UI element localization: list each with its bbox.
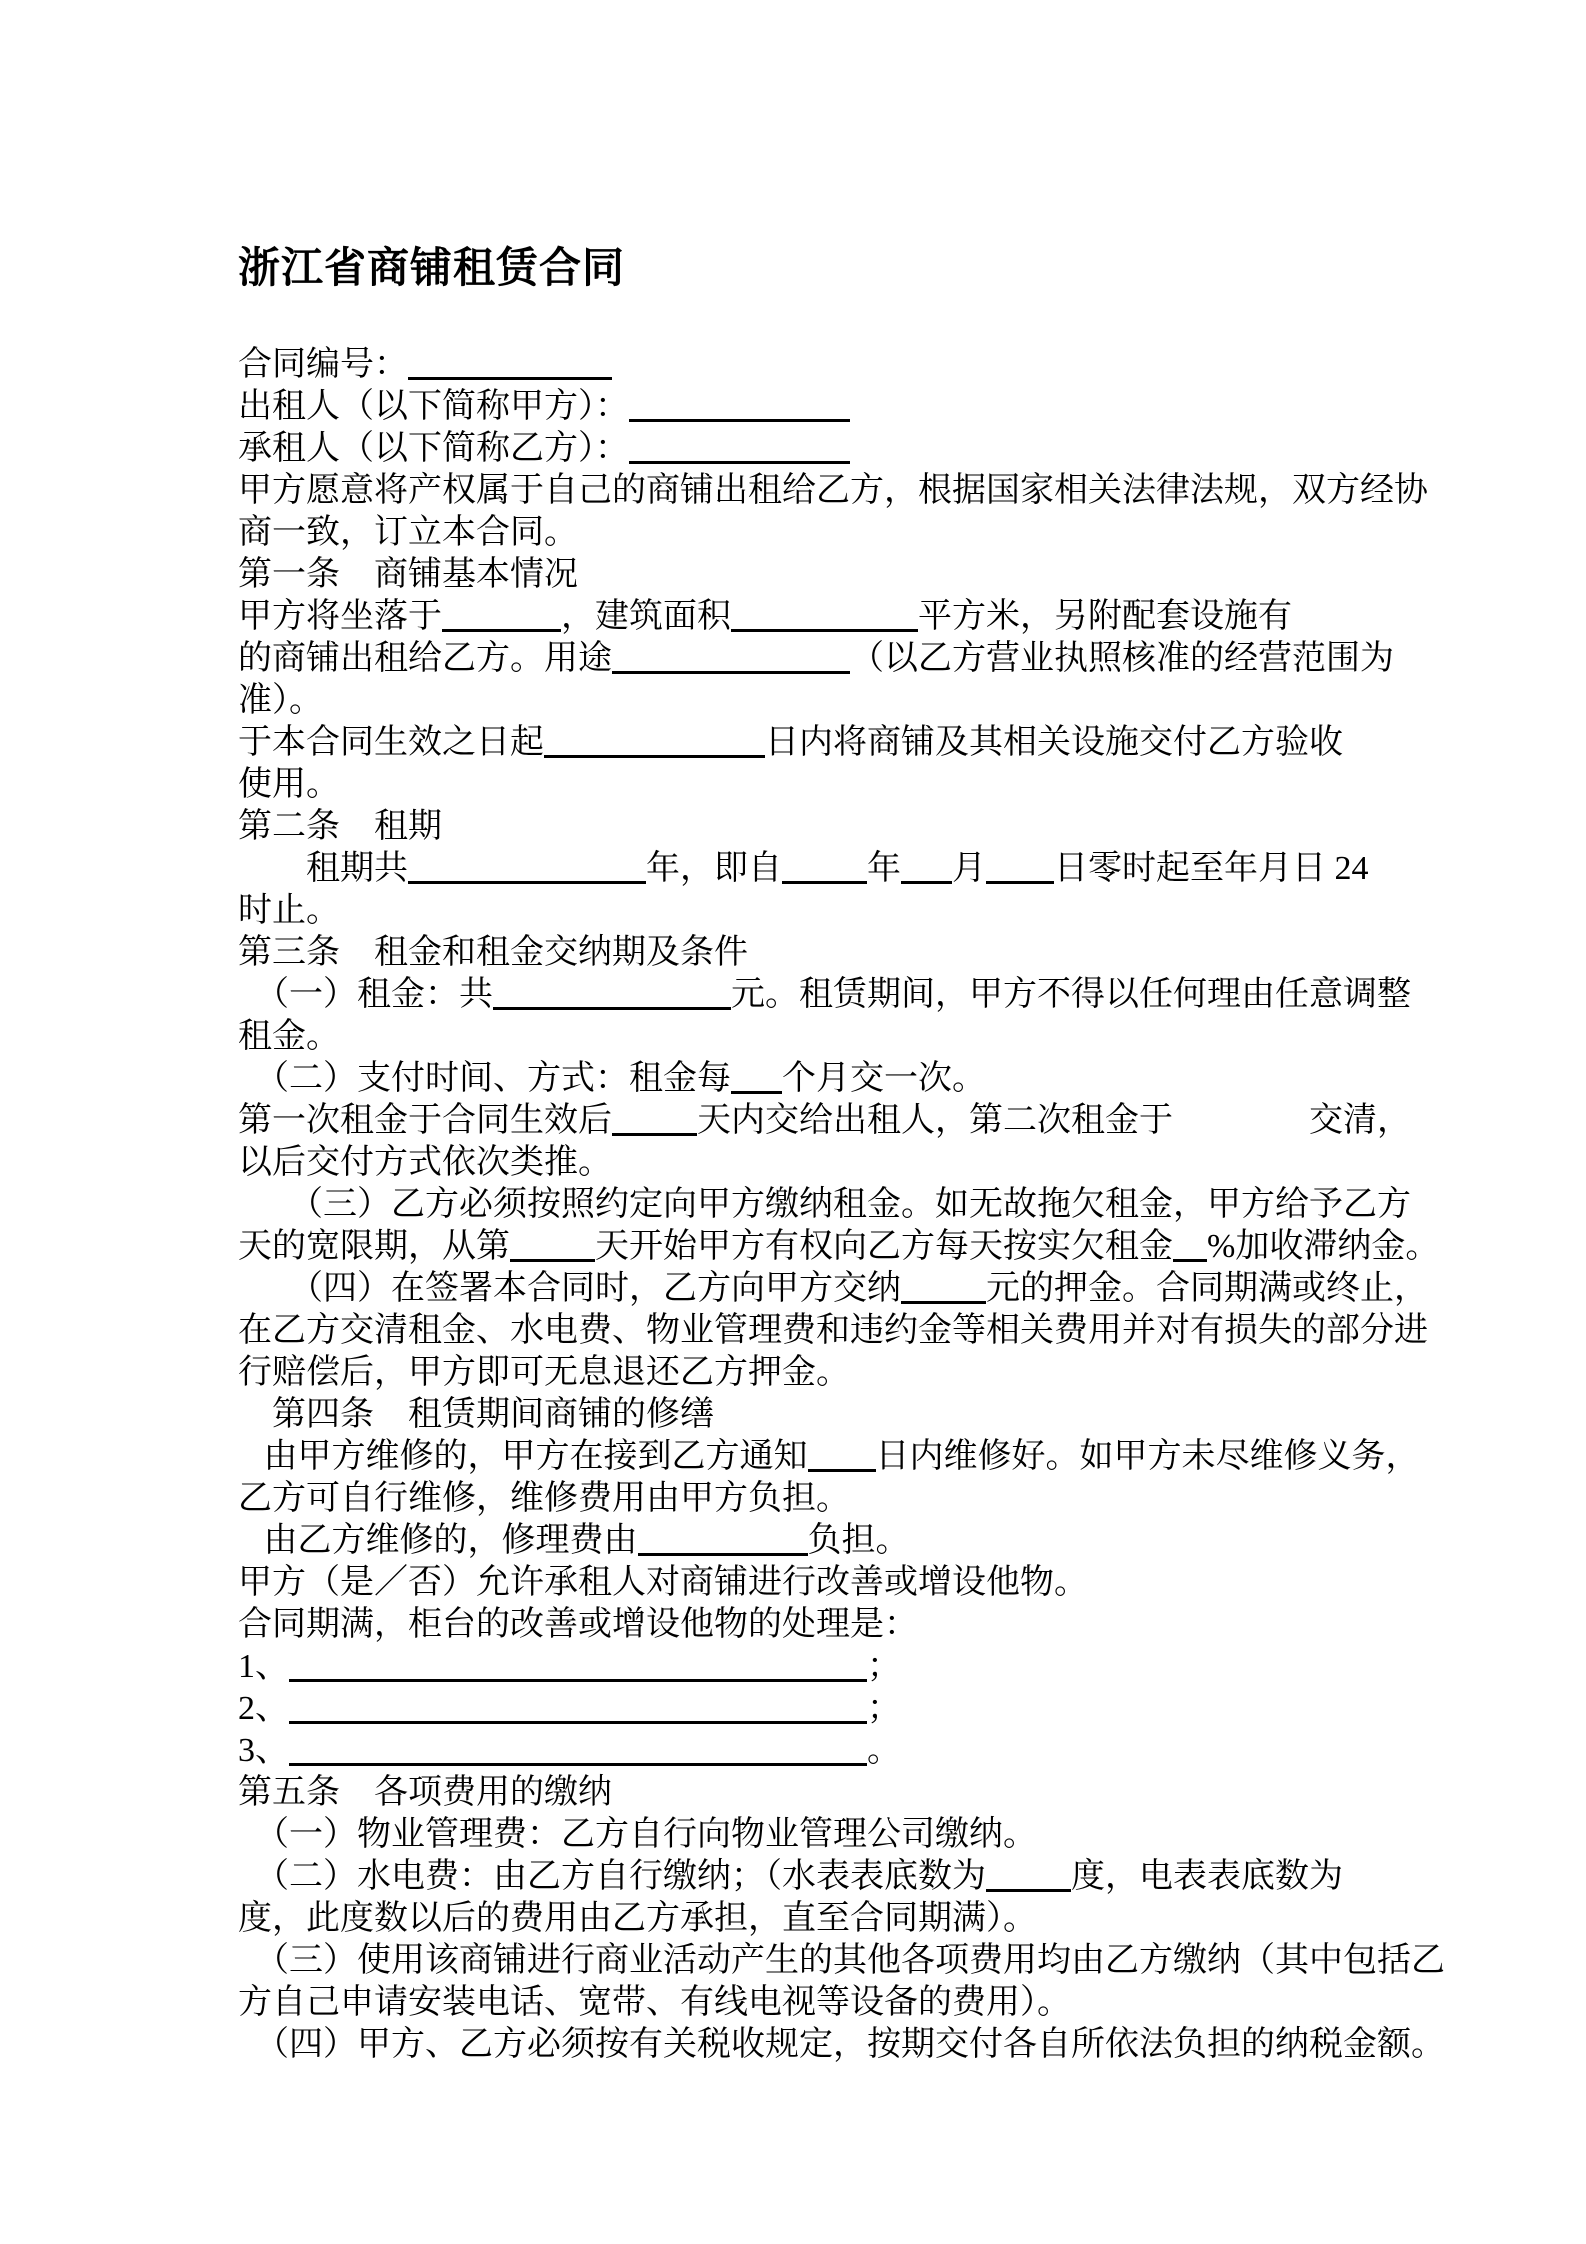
document-line: 租期共 年，即自 年 月 日零时起至年月日 24 [238,850,1369,887]
document-line: 3、 。 [238,1732,901,1769]
document-line: （四）在签署本合同时，乙方向甲方交纳 元的押金。合同期满或终止， [238,1270,1428,1307]
fill-in-blank [1173,1233,1207,1262]
fill-in-blank [808,1443,876,1472]
document-line: 由甲方维修的，甲方在接到乙方通知 日内维修好。如甲方未尽维修义务， [238,1438,1420,1475]
document-line: 第四条 租赁期间商铺的修缮 [238,1396,714,1433]
fill-in-blank [638,1527,808,1556]
document-line: 1、 ； [238,1648,901,1685]
fill-in-blank [408,855,646,884]
fill-in-blank [986,1863,1071,1892]
document-line: 行赔偿后，甲方即可无息退还乙方押金。 [238,1354,850,1391]
fill-in-blank [442,603,561,632]
document-line: 第二条 租期 [238,808,442,845]
document-line: 以后交付方式依次类推。 [238,1144,612,1181]
document-line: 由乙方维修的，修理费由 负担。 [238,1522,910,1559]
document-line: 2、 ； [238,1690,901,1727]
document-line: 租金。 [238,1018,340,1055]
document-line: 天的宽限期，从第 天开始甲方有权向乙方每天按实欠租金 %加收滞纳金。 [238,1228,1440,1265]
fill-in-blank [901,1275,986,1304]
document-line: 第一次租金于合同生效后 天内交给出租人，第二次租金于 交清， [238,1102,1411,1139]
document-line: （二）支付时间、方式：租金每 个月交一次。 [238,1060,986,1097]
fill-in-blank [612,1107,697,1136]
document-line: 的商铺出租给乙方。用途 （以乙方营业执照核准的经营范围为 [238,640,1394,677]
document-line: 乙方可自行维修，维修费用由甲方负担。 [238,1480,850,1517]
fill-in-blank [289,1737,867,1766]
document-line: （二）水电费：由乙方自行缴纳；（水表表底数为 度，电表表底数为 [238,1858,1343,1895]
fill-in-blank [629,435,850,464]
fill-in-blank [986,855,1054,884]
document-line: 甲方将坐落于 ，建筑面积 平方米，另附配套设施有 [238,598,1292,635]
document-line: 商一致，订立本合同。 [238,514,578,551]
document-line: 第三条 租金和租金交纳期及条件 [238,934,748,971]
document-line: 承租人（以下简称乙方）： [238,428,1516,470]
fill-in-blank [544,729,765,758]
document-line: 出租人（以下简称甲方）： [238,386,1516,428]
fill-in-blank [510,1233,595,1262]
fill-in-blank [901,855,952,884]
document-line: 时止。 [238,892,340,929]
document-line: 在乙方交清租金、水电费、物业管理费和违约金等相关费用并对有损失的部分进 [238,1312,1428,1349]
document-line: 甲方愿意将产权属于自己的商铺出租给乙方，根据国家相关法律法规，双方经协 [238,472,1428,509]
document-line: 度，此度数以后的费用由乙方承担，直至合同期满）。 [238,1900,1037,1937]
fill-in-blank [408,351,612,380]
document-line: 于本合同生效之日起 日内将商铺及其相关设施交付乙方验收 [238,724,1343,761]
document-line: 第一条 商铺基本情况 [238,556,578,593]
document-line: （三）乙方必须按照约定向甲方缴纳租金。如无故拖欠租金，甲方给予乙方 [238,1186,1411,1223]
document-title: 浙江省商铺租赁合同 [238,246,626,292]
document-line: 甲方（是／否）允许承租人对商铺进行改善或增设他物。 [238,1564,1088,1601]
document-line: 合同期满，柜台的改善或增设他物的处理是： [238,1606,918,1643]
contract-body [238,344,1516,2066]
fill-in-blank [612,645,850,674]
document-line: （四）甲方、乙方必须按有关税收规定，按期交付各自所依法负担的纳税金额。 [238,2026,1445,2063]
document-line: 合同编号： [238,344,1516,386]
document-line: 使用。 [238,766,340,803]
document-line: 方自己申请安装电话、宽带、有线电视等设备的费用）。 [238,1984,1071,2021]
fill-in-blank [782,855,867,884]
document-line: 准）。 [238,682,323,719]
document-line: （三）使用该商铺进行商业活动产生的其他各项费用均由乙方缴纳（其中包括乙 [238,1942,1445,1979]
fill-in-blank [731,603,918,632]
document-line: （一）物业管理费：乙方自行向物业管理公司缴纳。 [238,1816,1037,1853]
fill-in-blank [731,1065,782,1094]
fill-in-blank [629,393,850,422]
fill-in-blank [289,1653,867,1682]
fill-in-blank [289,1695,867,1724]
fill-in-blank [493,981,731,1010]
document-line: 第五条 各项费用的缴纳 [238,1774,612,1811]
document-line: （一）租金：共 元。租赁期间，甲方不得以任何理由任意调整 [238,976,1411,1013]
